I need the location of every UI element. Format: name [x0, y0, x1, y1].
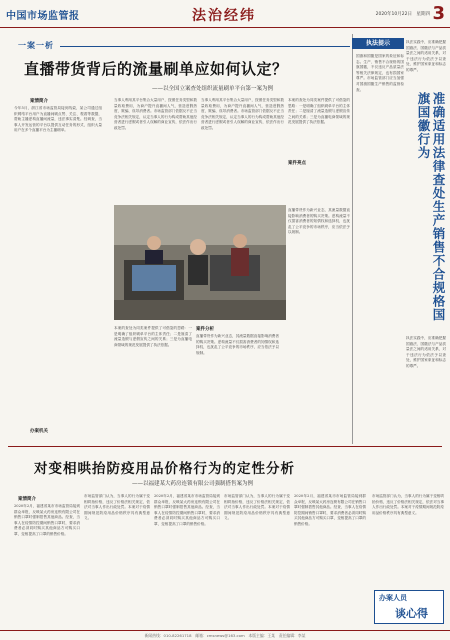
- sidebar-column-1: 国旗和国徽是国家的象征和标志。生产、销售不合规格的国旗国徽，不仅违反产品质量法等相关法律规定，也有损国家尊严。市场监管部门应当加强对国旗国徽生产销售的监督检查。: [356, 54, 404, 92]
- article-column-3-top: 当事人利用其平台集合大量用户，按照任务类型和数量收取费用，为商户提升直播间人气，营造虚假热度，欺骗、误导消费者。市场监管部门依据反不正当竞争法相关规定，认定当事人的行为构成帮助其他经营者进行虚假或者引人误解的商业宣传，依法作出行政处罚。: [201, 98, 284, 130]
- bottom-column-5: 2020年2月，福建省某市市场监管局接到群众举报，反映某大药房连锁有限公司在销售口罩时强制搭售其他商品。经查，当事人在疫情防控期间销售口罩时，要求消费者必须同时购买其他商品方可购买口罩，变相提高了口罩的销售价格。: [294, 494, 366, 526]
- bottom-column-6: 市场监管部门认为，当事人的行为属于变相哄抬价格，违反了价格法相关规定，依法对当事人作出行政处罚。本案对于疫情期间规范防疫用品价格秩序具有典型意义。: [372, 494, 444, 515]
- paper-name: 中国市场监管报: [6, 11, 80, 22]
- column-divider: [352, 34, 353, 444]
- article-headline: 直播带货背后的流量刷单应如何认定？: [24, 60, 288, 78]
- bottom-column-4: 市场监管部门认为，当事人的行为属于变相哄抬价格，违反了价格法相关规定，依法对当事人作出行政处罚。本案对于疫情期间规范防疫用品价格秩序具有典型意义。: [224, 494, 290, 521]
- article-column-4-top: 本案的查处为同类案件提供了可借鉴的思路：一是明确了组织刷单平台的主体责任；二是厘清了流量造假与虚假宣传之间的关系；三是为直播电商领域的规范发展提供了执法依据。: [288, 98, 350, 125]
- photo-illustration: [114, 205, 286, 320]
- article-subheadline: ——以全国立案查处组织流量刷单平台第一案为例: [152, 86, 274, 92]
- badge-title: 办案人员: [379, 594, 407, 602]
- bottom-column-2: 市场监管部门认为，当事人的行为属于变相哄抬价格，违反了价格法相关规定，依法对当事人作出行政处罚。本案对于疫情期间规范防疫用品价格秩序具有典型意义。: [84, 494, 150, 521]
- section-title: 法治经纬: [192, 8, 256, 24]
- section-case-intro: 案情简介: [30, 99, 48, 104]
- case-photo: [114, 205, 286, 320]
- badge-subtitle: 谈心得: [395, 607, 428, 620]
- article-column-3-bottom: 直播带货作为新兴业态，其流量数据直接影响消费者的购买决策。虚构流量不仅损害消费者的知情权和选择权，也扰乱了公平竞争的市场秩序，应当依法予以规制。: [196, 334, 279, 355]
- bottom-column-3: 2020年2月，福建省某市市场监管局接到群众举报，反映某大药房连锁有限公司在销售口罩时强制搭售其他商品。经查，当事人在疫情防控期间销售口罩时，要求消费者必须同时购买其他商品方可购买口罩，变相提高了口罩的销售价格。: [154, 494, 220, 526]
- bottom-column-1: 2020年2月，福建省某市市场监管局接到群众举报，反映某大药房连锁有限公司在销售口罩时强制搭售其他商品。经查，当事人在疫情防控期间销售口罩时，要求消费者必须同时购买其他商品方可购买口罩，变相提高了口罩的销售价格。: [14, 504, 80, 536]
- sidebar-column-2-bottom: 执法实践中，应准确把握国旗法、国徽法与产品质量法之间的适用关系，对于违法行为依法予以查处，维护国家象征和标志的尊严。: [406, 336, 446, 368]
- section-analysis: 案件分析: [196, 327, 214, 332]
- bottom-section-case-intro: 案情简介: [18, 497, 36, 502]
- sidebar-title: 准确适用法律查处生产销售不合规格国旗国徽行为: [416, 92, 446, 322]
- page-footer: 新闻热线：010-82261718 邮箱：cmsnews@163.com 本版主编：王某 责任编辑：李某: [0, 630, 450, 640]
- section-highlight: 案件亮点: [288, 161, 306, 166]
- article-kicker: 一案一析: [18, 41, 54, 50]
- bottom-article-headline: 对变相哄抬防疫用品价格行为的定性分析: [34, 461, 295, 477]
- article-column-2-bottom: 本案的查处为同类案件提供了可借鉴的思路：一是明确了组织刷单平台的主体责任；二是厘清了流量造假与虚假宣传之间的关系；三是为直播电商领域的规范发展提供了执法依据。: [114, 326, 192, 347]
- sidebar-tag: 执法提示: [352, 38, 404, 49]
- page-number: 3: [432, 3, 445, 24]
- handler-insight-badge: [374, 590, 444, 624]
- article-column-1: 今年5月，浙江省市场监管局接到线索，某公司通过组织网络平台用户为直播间刷点赞、关注、观看等数据，帮助主播虚构直播间流量，违法事实清楚。经调查，当事人开发运营的平台以提供互动任务的形式，组织大量用户在多个直播平台为主播刷单。: [14, 106, 102, 133]
- section-divider: [8, 446, 442, 447]
- section-author: 办案机关: [30, 429, 48, 434]
- issue-date: 2020年10月22日 星期四: [375, 12, 430, 17]
- masthead: [0, 0, 450, 28]
- kicker-divider: [60, 46, 350, 47]
- article-column-2-top: 当事人利用其平台集合大量用户，按照任务类型和数量收取费用，为商户提升直播间人气，营造虚假热度，欺骗、误导消费者。市场监管部门依据反不正当竞争法相关规定，认定当事人的行为构成帮助其他经营者进行虚假或者引人误解的商业宣传，依法作出行政处罚。: [114, 98, 197, 130]
- sidebar-column-2-top: 执法实践中，应准确把握国旗法、国徽法与产品质量法之间的适用关系，对于违法行为依法予以查处，维护国家象征和标志的尊严。: [406, 40, 446, 72]
- article-column-4-bottom: 直播带货作为新兴业态，其流量数据直接影响消费者的购买决策。虚构流量不仅损害消费者的知情权和选择权，也扰乱了公平竞争的市场秩序，应当依法予以规制。: [288, 208, 350, 235]
- bottom-article-subheadline: ——以福建某大药房连锁有限公司强制搭售案为例: [132, 481, 254, 487]
